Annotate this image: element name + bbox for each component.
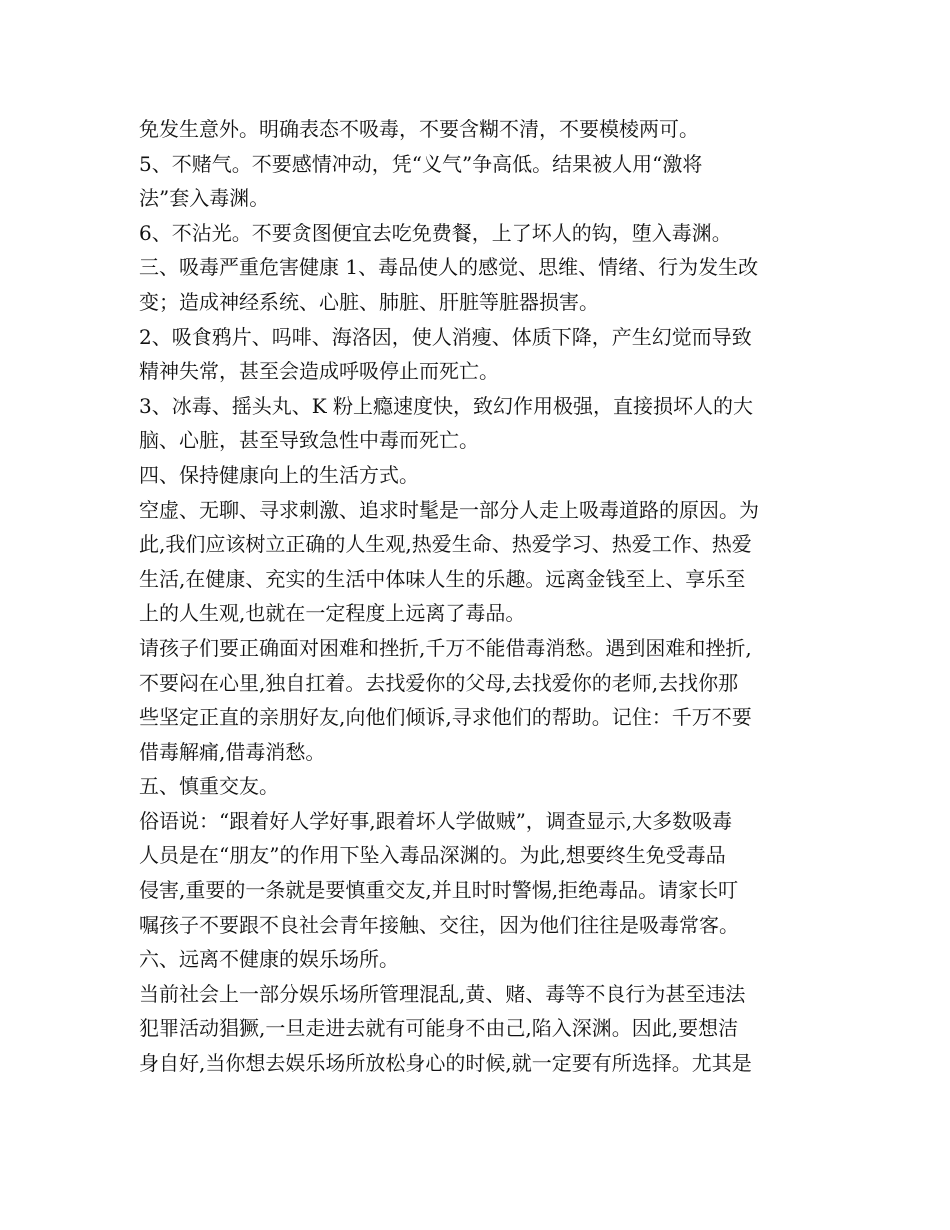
text-line: 嘱孩子不要跟不良社会青年接触、交往，因为他们往往是吸毒常客。 bbox=[139, 912, 739, 937]
text-line: 2、吸食鸦片、吗啡、海洛因，使人消瘦、体质下降，产生幻觉而导致 bbox=[139, 324, 752, 349]
text-line: 身自好,当你想去娱乐场所放松身心的时候,就一定要有所选择。尤其是 bbox=[139, 1051, 752, 1076]
text-line: 犯罪活动猖獗,一旦走进去就有可能身不由己,陷入深渊。因此,要想洁 bbox=[139, 1016, 739, 1041]
text-line: 此,我们应该树立正确的人生观,热爱生命、热爱学习、热爱工作、热爱 bbox=[139, 532, 752, 557]
text-line: 法”套入毒渊。 bbox=[139, 186, 270, 211]
text-line: 人员是在“朋友”的作用下坠入毒品深渊的。为此,想要终生免受毒品 bbox=[139, 843, 726, 868]
text-line: 当前社会上一部分娱乐场所管理混乱,黄、赌、毒等不良行为甚至违法 bbox=[139, 981, 746, 1006]
text-line: 上的人生观,也就在一定程度上远离了毒品。 bbox=[139, 601, 526, 626]
text-line: 五、慎重交友。 bbox=[139, 774, 279, 799]
text-line: 三、吸毒严重危害健康 1、毒品使人的感觉、思维、情绪、行为发生改 bbox=[139, 255, 759, 280]
text-line: 侵害,重要的一条就是要慎重交友,并且时时警惕,拒绝毒品。请家长叮 bbox=[139, 878, 739, 903]
text-line: 六、远离不健康的娱乐场所。 bbox=[139, 947, 399, 972]
text-line: 些坚定正直的亲朋好友,向他们倾诉,寻求他们的帮助。记住：千万不要 bbox=[139, 705, 752, 730]
text-line: 免发生意外。明确表态不吸毒，不要含糊不清，不要模棱两可。 bbox=[139, 117, 699, 141]
text-line: 精神失常，甚至会造成呼吸停止而死亡。 bbox=[139, 359, 499, 384]
text-line: 请孩子们要正确面对困难和挫折,千万不能借毒消愁。遇到困难和挫折, bbox=[139, 635, 752, 660]
text-line: 6、不沾光。不要贪图便宜去吃免费餐，上了坏人的钩，堕入毒渊。 bbox=[139, 220, 732, 245]
text-line: 不要闷在心里,独自扛着。去找爱你的父母,去找爱你的老师,去找你那 bbox=[139, 670, 739, 695]
text-line: 脑、心脏，甚至导致急性中毒而死亡。 bbox=[139, 428, 479, 453]
text-line: 3、冰毒、摇头丸、K 粉上瘾速度快，致幻作用极强，直接损坏人的大 bbox=[139, 393, 754, 418]
text-line: 变；造成神经系统、心脏、肺脏、肝脏等脏器损害。 bbox=[139, 289, 599, 314]
document-body bbox=[139, 112, 815, 1081]
text-line: 5、不赌气。不要感情冲动，凭“义气”争高低。结果被人用“激将 bbox=[139, 151, 703, 176]
text-line: 生活,在健康、充实的生活中体味人生的乐趣。远离金钱至上、享乐至 bbox=[139, 566, 746, 591]
text-line: 空虚、无聊、寻求刺激、追求时髦是一部分人走上吸毒道路的原因。为 bbox=[139, 497, 759, 522]
text-line: 借毒解痛,借毒消愁。 bbox=[139, 739, 326, 764]
text-line: 俗语说：“跟着好人学好事,跟着坏人学做贼”，调查显示,大多数吸毒 bbox=[139, 808, 733, 833]
text-line: 四、保持健康向上的生活方式。 bbox=[139, 462, 419, 487]
